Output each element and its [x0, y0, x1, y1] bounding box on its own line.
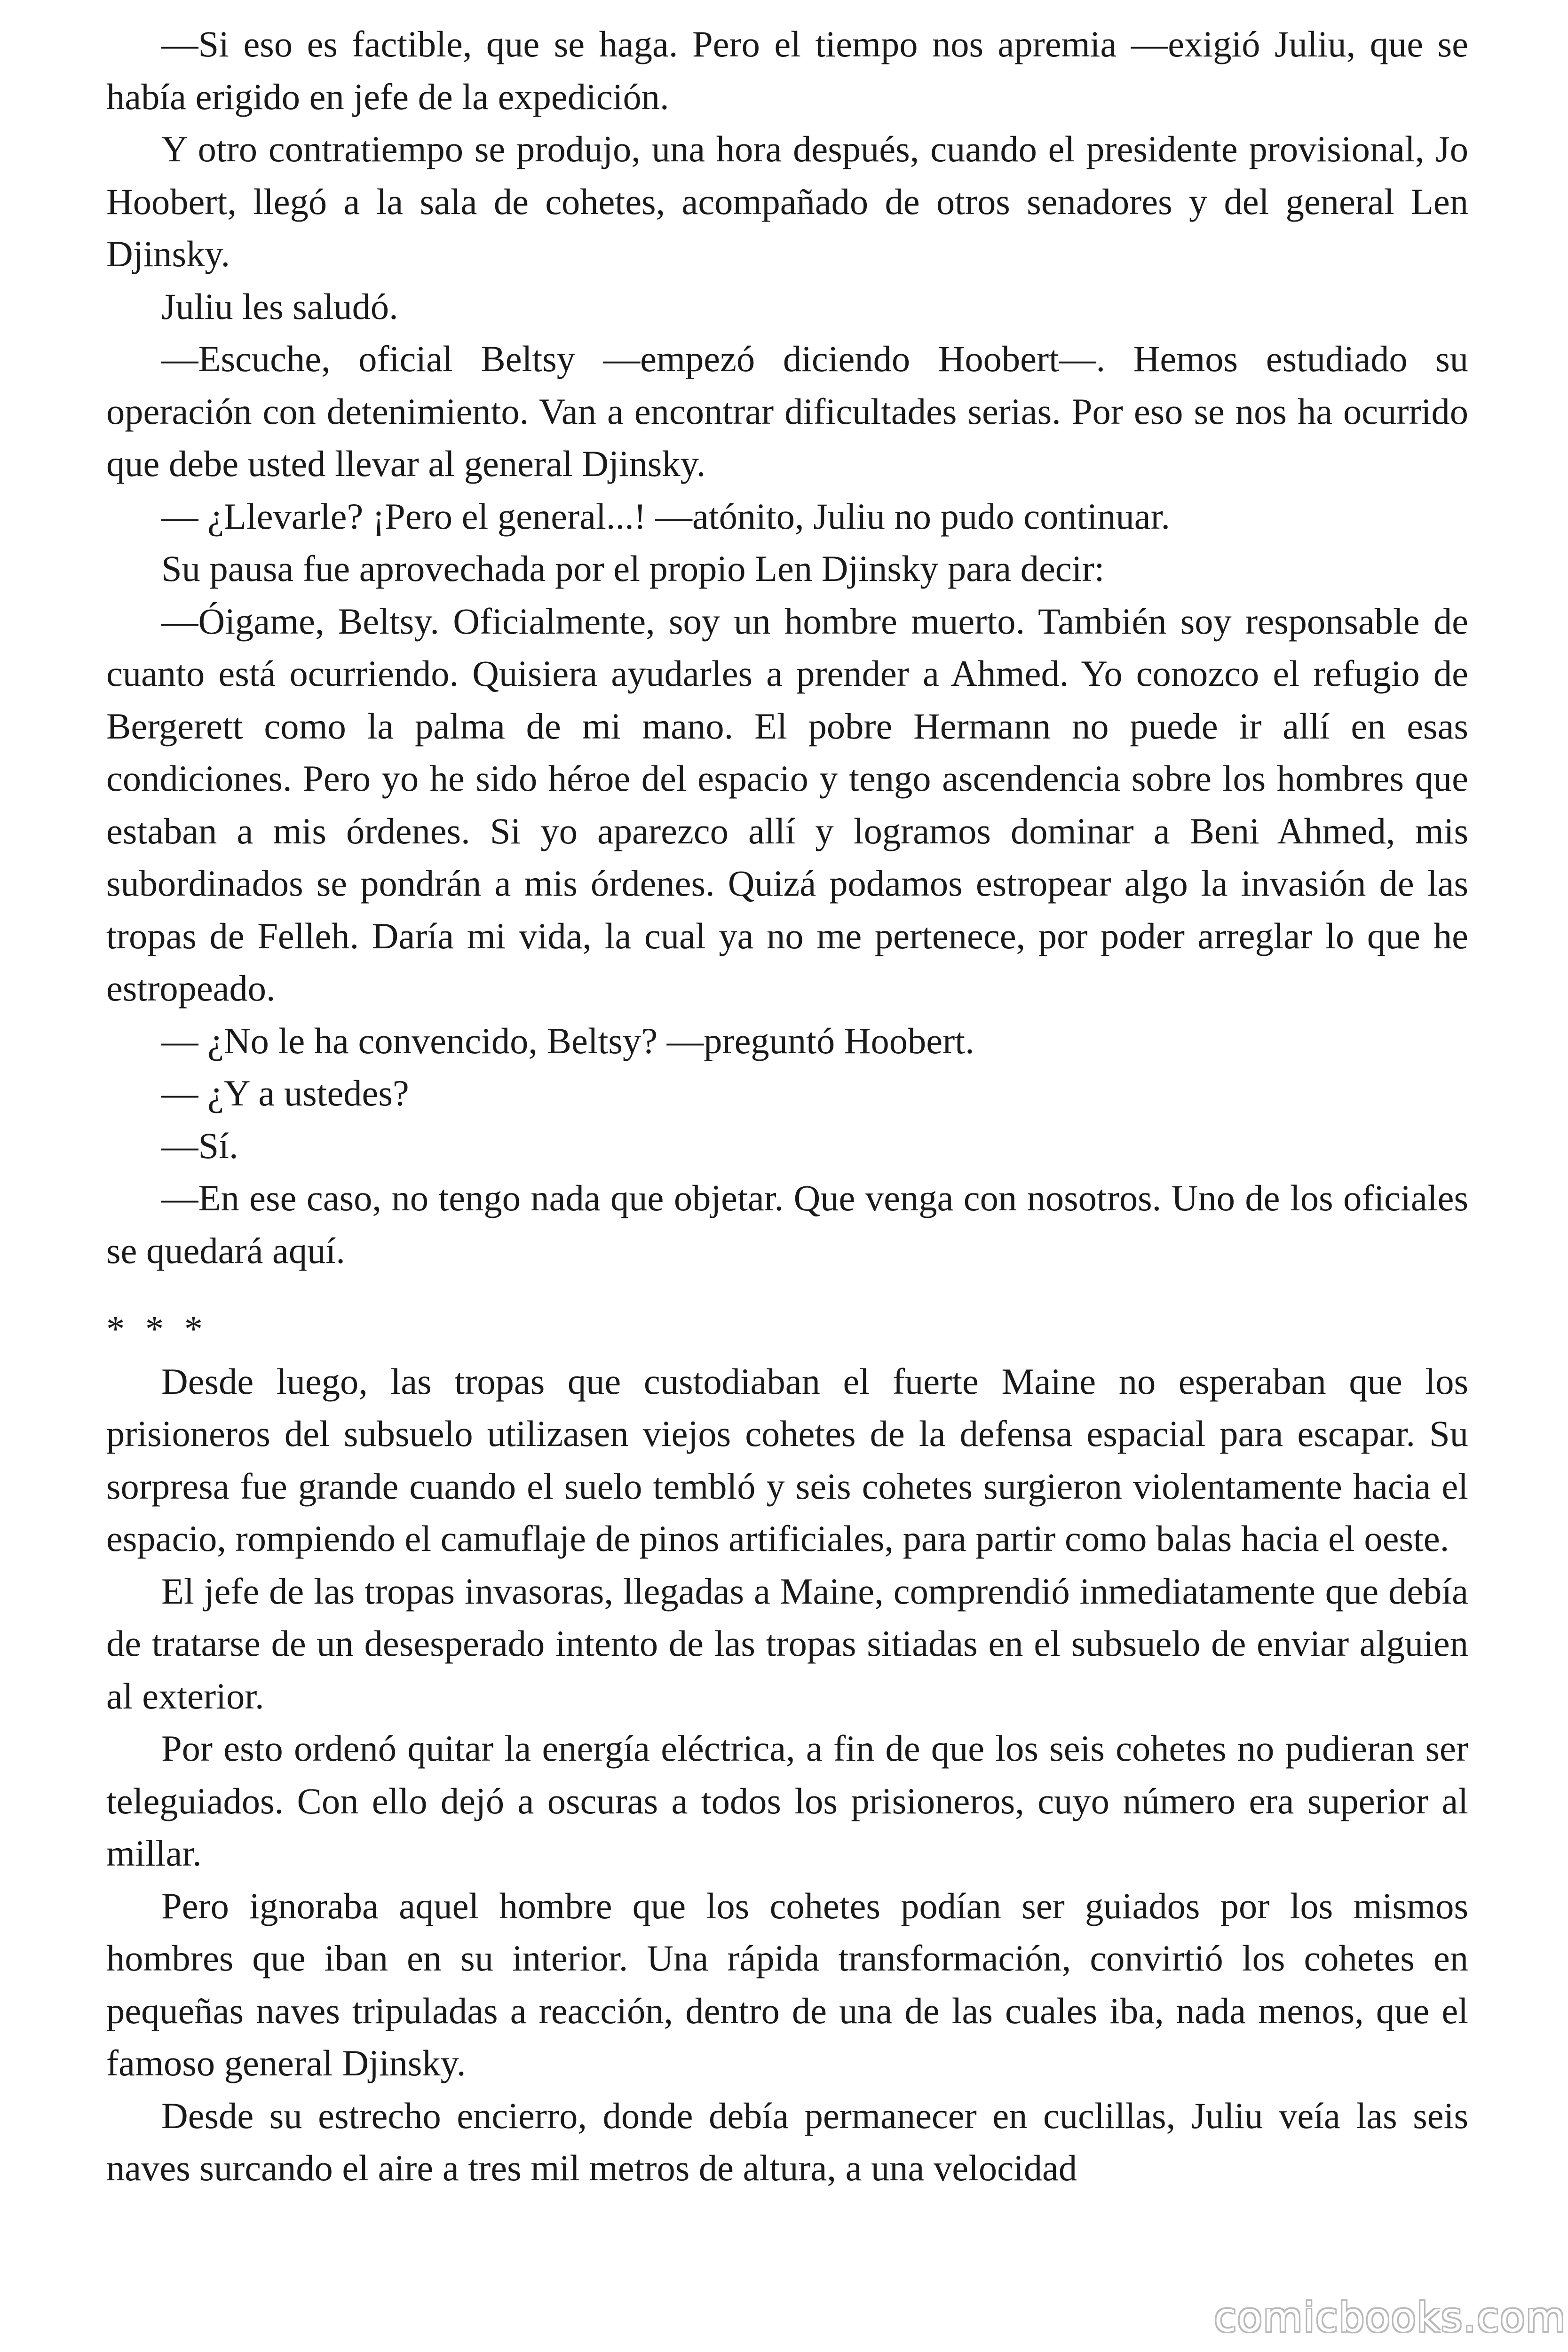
paragraph: Pero ignoraba aquel hombre que los cohetes podían ser guiados por los mismos hombres que iban en su interior. Una rápida transformación, convirtió los cohetes en pequeñas naves tripuladas a reacción, dentro de una de las cuales iba, nada menos, que el famoso general Djinsky.	[106, 1885, 1468, 2083]
paragraph: Juliu les saludó.	[161, 286, 398, 327]
paragraph: —Óigame, Beltsy. Oficialmente, soy un hombre muerto. También soy responsable de cuanto está ocurriendo. Quisiera ayudarles a prender a Ahmed. Yo conozco el refugio de Bergerett como la palma de mi mano. El pobre Hermann no puede ir allí en esas condiciones. Pero yo he sido héroe del espacio y tengo ascendencia sobre los hombres que estaban a mis órdenes. Si yo aparezco allí y logramos dominar a Beni Ahmed, mis subordinados se pondrán a mis órdenes. Quizá podamos estropear algo la invasión de las tropas de Felleh. Daría mi vida, la cual ya no me pertenece, por poder arreglar lo que he estropeado.	[106, 600, 1468, 1009]
paragraph: —En ese caso, no tengo nada que objetar. Que venga con nosotros. Uno de los oficiales se quedará aquí.	[106, 1177, 1468, 1271]
paragraph: Su pausa fue aprovechada por el propio Len Djinsky para decir:	[161, 548, 1105, 589]
paragraph: — ¿No le ha convencido, Beltsy? —preguntó Hoobert.	[161, 1020, 974, 1061]
paragraph: — ¿Y a ustedes?	[161, 1073, 409, 1113]
paragraph: Desde su estrecho encierro, donde debía permanecer en cuclillas, Juliu veía las seis naves surcando el aire a tres mil metros de altura, a una velocidad	[106, 2095, 1468, 2188]
paragraph: Por esto ordenó quitar la energía eléctrica, a fin de que los seis cohetes no pudieran ser teleguiados. Con ello dejó a oscuras a todos los prisioneros, cuyo número era superior al millar.	[106, 1728, 1468, 1874]
paragraph: El jefe de las tropas invasoras, llegadas a Maine, comprendió inmediatamente que debía de tratarse de un desesperado intento de las tropas sitiadas en el subsuelo de enviar alguien al exterior.	[106, 1570, 1468, 1716]
paragraph: —Sí.	[161, 1125, 238, 1166]
paragraph: —Si eso es factible, que se haga. Pero el tiempo nos apremia —exigió Juliu, que se había erigido en jefe de la expedición.	[106, 24, 1468, 117]
paragraph: Desde luego, las tropas que custodiaban el fuerte Maine no esperaban que los prisioneros del subsuelo utilizasen viejos cohetes de la defensa espacial para escapar. Su sorpresa fue grande cuando el suelo tembló y seis cohetes surgieron violentamente hacia el espacio, rompiendo el camuflaje de pinos artificiales, para partir como balas hacia el oeste.	[106, 1360, 1468, 1559]
page-text	[106, 18, 1468, 2194]
watermark: comicbooks.com	[1214, 2294, 1566, 2341]
paragraph: —Escuche, oficial Beltsy —empezó diciendo Hoobert—. Hemos estudiado su operación con detenimiento. Van a encontrar dificultades serias. Por eso se nos ha ocurrido que debe usted llevar al general Djinsky.	[106, 338, 1468, 484]
paragraph: — ¿Llevarle? ¡Pero el general...! —atónito, Juliu no pudo continuar.	[161, 495, 1171, 537]
paragraph: Y otro contratiempo se produjo, una hora después, cuando el presidente provisional, Jo Hoobert, llegó a la sala de cohetes, acompañado de otros senadores y del general Len Djinsky.	[106, 128, 1468, 274]
section-separator: * * *	[106, 1308, 208, 1349]
